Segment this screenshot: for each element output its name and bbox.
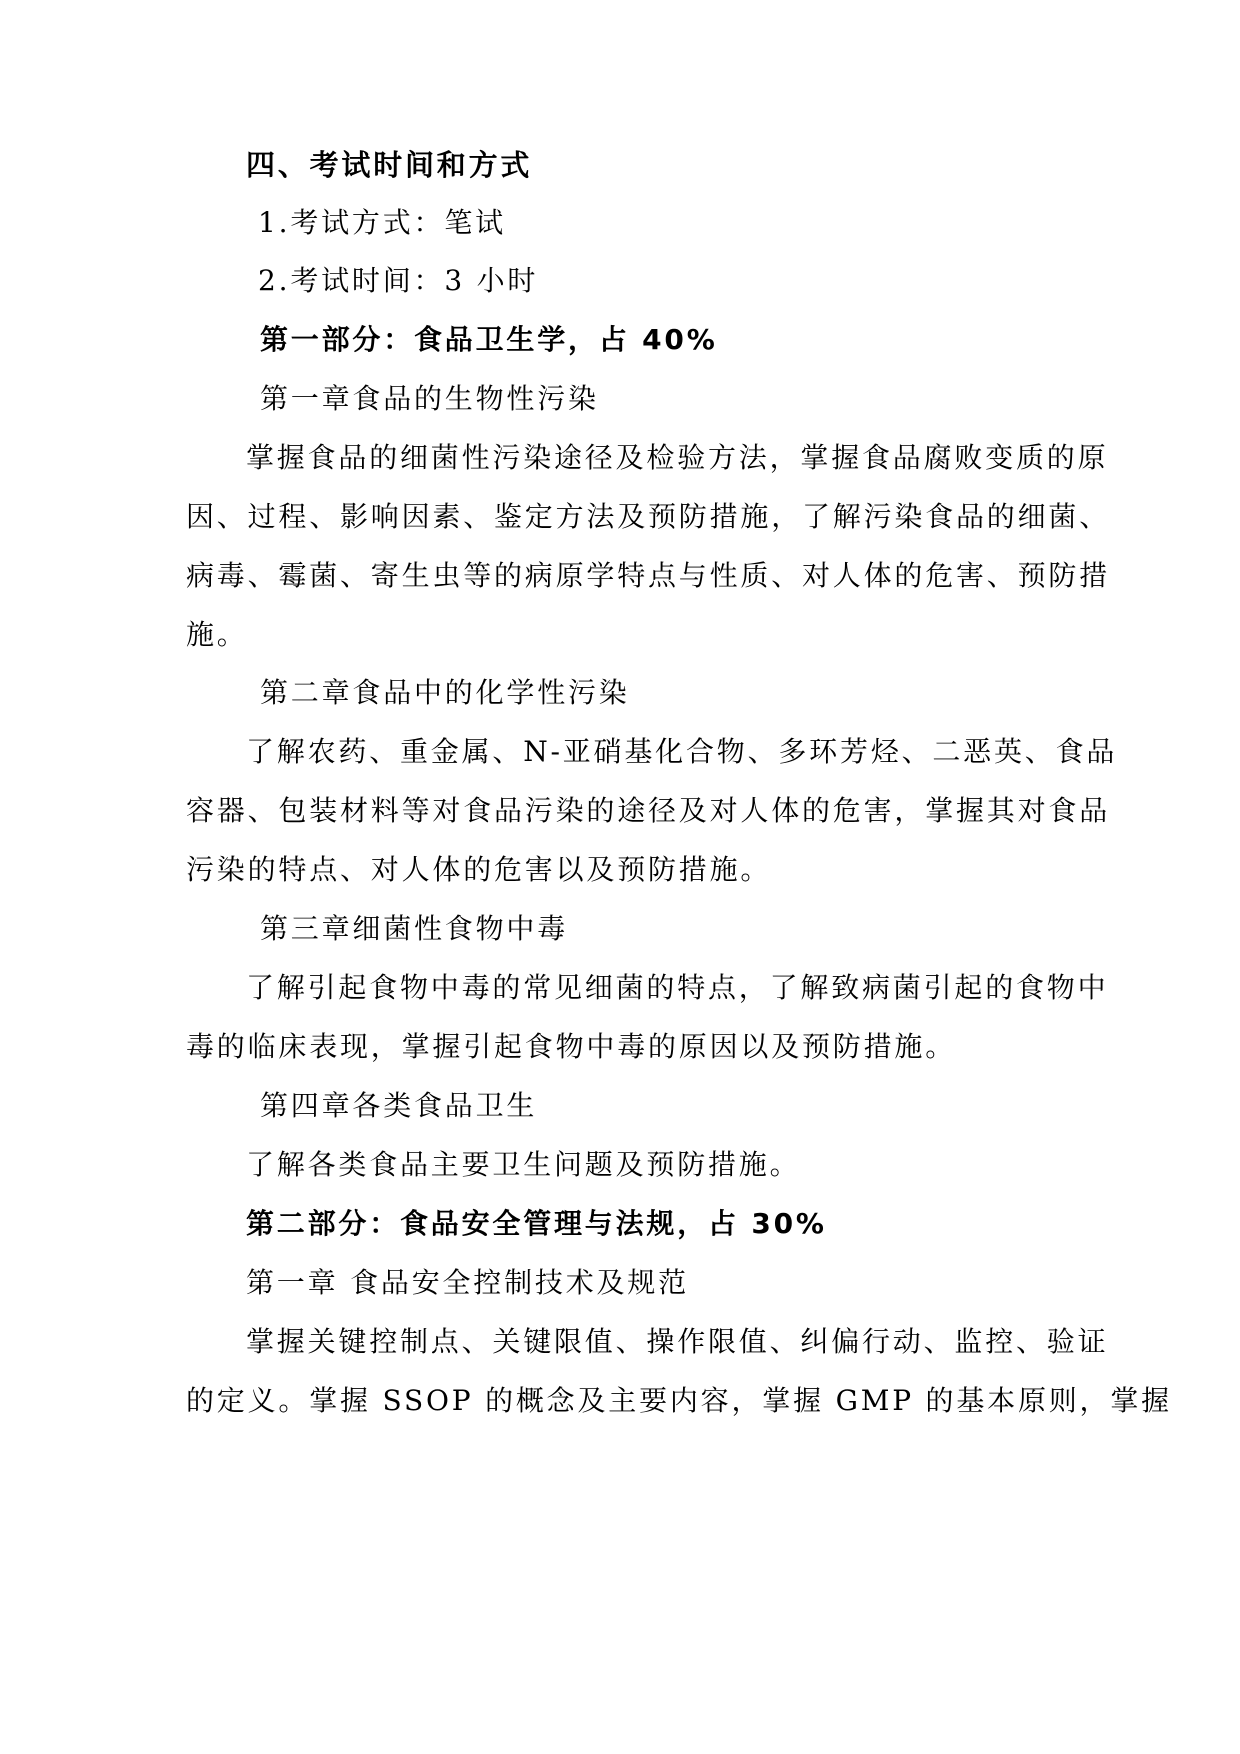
part1-chapter3-text: 毒的临床表现，掌握引起食物中毒的原因以及预防措施。 <box>186 1030 957 1063</box>
part1-chapter1-text: 施。 <box>186 618 248 651</box>
part1-chapter1-text: 病毒、霉菌、寄生虫等的病原学特点与性质、对人体的危害、预防措 <box>186 559 1111 592</box>
part2-heading: 第二部分：食品安全管理与法规，占 30% <box>246 1207 827 1240</box>
part1-chapter3-title: 第三章细菌性食物中毒 <box>260 912 569 945</box>
part1-chapter2-text: 污染的特点、对人体的危害以及预防措施。 <box>186 853 772 886</box>
part1-chapter3-text: 了解引起食物中毒的常见细菌的特点，了解致病菌引起的食物中 <box>246 971 1109 1004</box>
part1-chapter2-title: 第二章食品中的化学性污染 <box>260 676 630 709</box>
part2-chapter1-text: 掌握关键控制点、关键限值、操作限值、纠偏行动、监控、验证 <box>246 1325 1109 1358</box>
part1-chapter1-text: 因、过程、影响因素、鉴定方法及预防措施，了解污染食品的细菌、 <box>186 500 1111 533</box>
part1-chapter1-text: 掌握食品的细菌性污染途径及检验方法，掌握食品腐败变质的原 <box>246 441 1109 474</box>
part1-chapter1-title: 第一章食品的生物性污染 <box>260 382 599 415</box>
exam-duration: 2.考试时间：3 小时 <box>258 264 539 297</box>
part1-chapter4-title: 第四章各类食品卫生 <box>260 1089 538 1122</box>
part1-chapter2-text: 了解农药、重金属、N-亚硝基化合物、多环芳烃、二恶英、食品 <box>246 735 1118 768</box>
part2-chapter1-title: 第一章 食品安全控制技术及规范 <box>246 1266 689 1299</box>
part1-heading: 第一部分：食品卫生学，占 40% <box>260 323 718 356</box>
exam-method: 1.考试方式：笔试 <box>258 206 506 239</box>
part1-chapter4-text: 了解各类食品主要卫生问题及预防措施。 <box>246 1148 801 1181</box>
section-heading: 四、考试时间和方式 <box>246 148 533 182</box>
part2-chapter1-text: 的定义。掌握 SSOP 的概念及主要内容，掌握 GMP 的基本原则，掌握 <box>186 1384 1172 1417</box>
part1-chapter2-text: 容器、包装材料等对食品污染的途径及对人体的危害，掌握其对食品 <box>186 794 1111 827</box>
